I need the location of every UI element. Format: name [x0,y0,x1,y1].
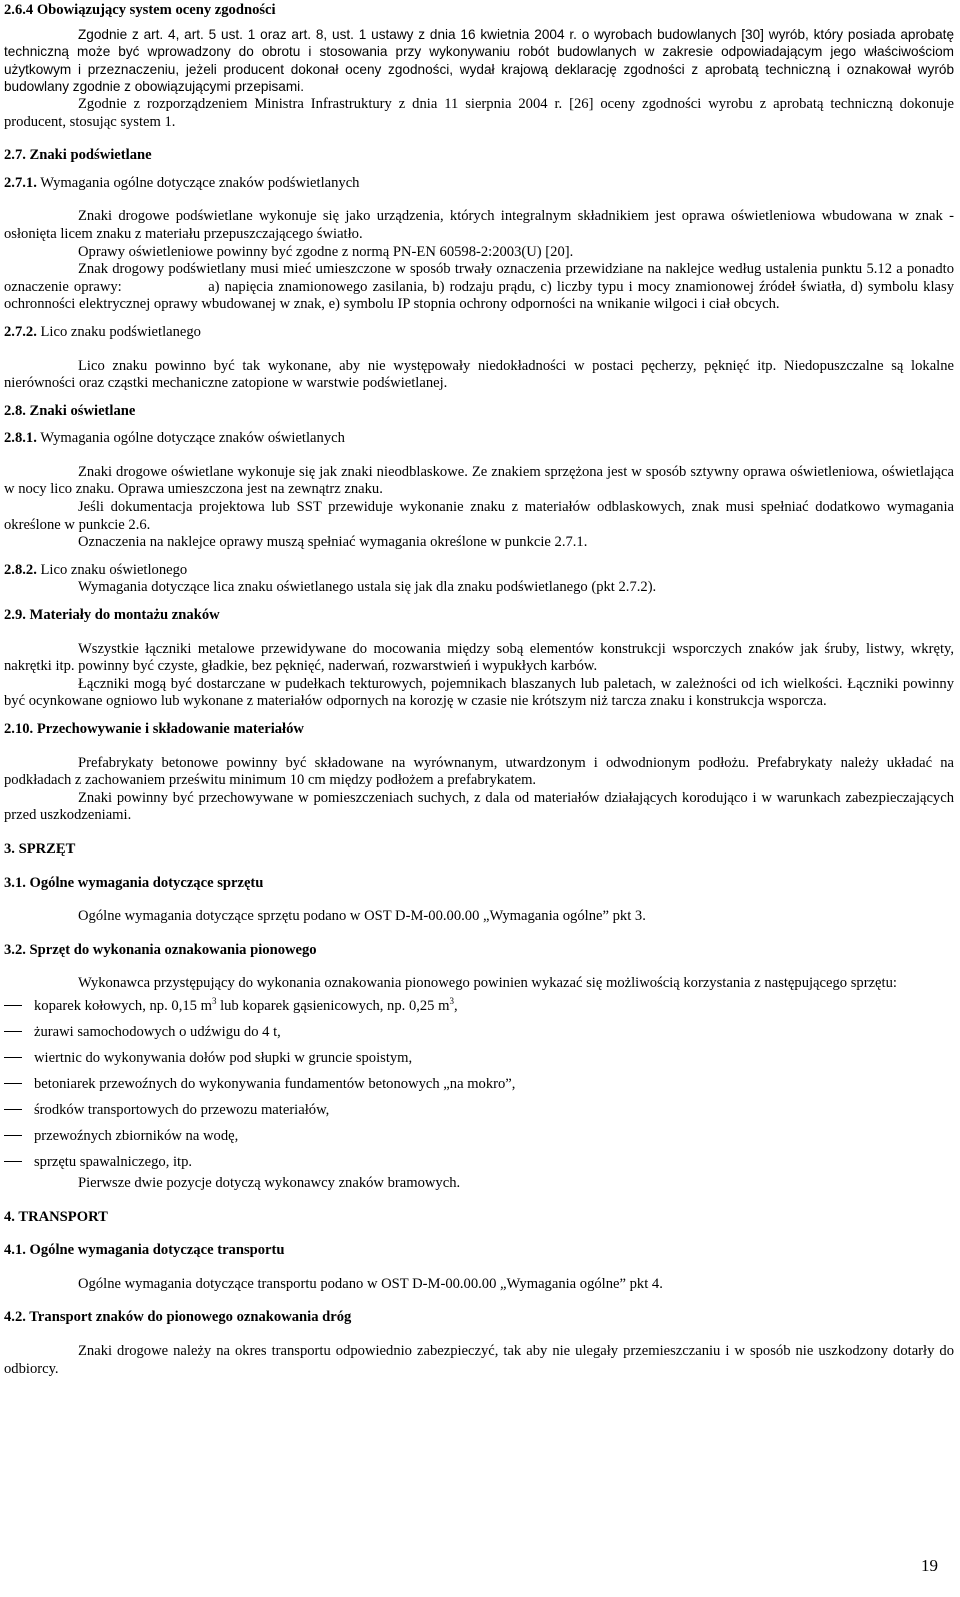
subheading-2-8-1-title: Wymagania ogólne dotyczące znaków oświetlanych [36,430,345,447]
heading-2-8: 2.8. Znaki oświetlane [4,402,136,419]
paragraph-2-6-4-compliance: Zgodnie z art. 4, art. 5 ust. 1 oraz art. 8, ust. 1 ustawy z dnia 16 kwietnia 2004 r. o wyrobach budowlanych [30] wyrób, który posiada aprobatę techniczną może być wprowadzony do obrotu i stosowania przy wykonywaniu robót budowlanych w zakresie odpowiadającym jego właściwościom użytkowym i przeznaczeniu, jeżeli producent dokonał oceny zgodności, wydał krajową deklarację zgodności z aprobatą techniczną i oznakował wyrób budowlany zgodnie z obowiązującymi przepisami. [4,26,954,95]
dash-bullet-icon [4,1031,22,1032]
list-item: wiertnic do wykonywania dołów pod słupki w gruncie spoistym, [4,1045,954,1071]
paragraph-2-9-b: Łączniki mogą być dostarczane w pudełkach tekturowych, pojemnikach blaszanych lub paletach, w zależności od ich wielkości. Łączniki powinny być ocynkowane ogniowo lub wykonane z materiałów odpornych na korozję w czasie nie krótszym niż tarcza znaku i konstrukcja wsporcza. [4,675,954,710]
paragraph-3-1: Ogólne wymagania dotyczące sprzętu podano w OST D-M-00.00.00 „Wymagania ogólne” pkt 3. [78,908,646,925]
list-item: przewoźnych zbiorników na wodę, [4,1123,954,1149]
subheading-2-8-1-number: 2.8.1. [4,430,37,447]
dash-bullet-icon [4,1109,22,1110]
subheading-2-8-2-title: Lico znaku oświetlonego [36,561,188,578]
paragraph-2-6-4-regulation: Zgodnie z rozporządzeniem Ministra Infrastruktury z dnia 11 sierpnia 2004 r. [26] oceny zgodności wyrobu z aprobatą techniczną dokonuje producent, stosując system 1. [4,95,954,130]
paragraph-2-7-1-a: Znaki drogowe podświetlane wykonuje się jako urządzenia, których integralnym składnikiem jest oprawa oświetleniowa wbudowana w znak - osłonięta licem znaku z materiału przepuszczającego światło. [4,208,954,242]
paragraph-2-7-2: Lico znaku powinno być tak wykonane, aby nie występowały niedokładności w postaci pęcherzy, pęknięć itp. Niedopuszczalne są lokalne nierówności oraz cząstki mechaniczne zatopione w warstwie podświetlanej. [4,357,954,392]
paragraph-4-2: Znaki drogowe należy na okres transportu odpowiednio zabezpieczyć, tak aby nie ulegały przemieszczaniu i w sposób nie uszkodzony dotarły do odbiorcy. [4,1342,954,1377]
document-page [4,0,958,1378]
heading-4: 4. TRANSPORT [4,1208,108,1225]
paragraph-2-10-a: Prefabrykaty betonowe powinny być składowane na wyrównanym, utwardzonym i odwodnionym podłożu. Prefabrykaty należy układać na podkładach z zachowaniem prześwitu minimum 10 cm między podłożem a prefabrykatem. [4,754,954,789]
list-item: koparek kołowych, np. 0,15 $m^3$ lub koparek gąsienicowych, np. 0,25 $m^3$, [4,993,954,1019]
subheading-2-7-1 [4,175,954,193]
subheading-2-7-2-title: Lico znaku podświetlanego [36,323,201,340]
heading-2-6-4: 2.6.4 Obowiązujący system oceny zgodności [4,2,276,18]
heading-3: 3. SPRZĘT [4,840,76,857]
heading-2-9: 2.9. Materiały do montażu znaków [4,607,220,624]
subheading-2-8-2 [4,562,954,580]
subheading-2-7-1-number: 2.7.1. [4,174,37,191]
paragraph-2-8-1-a: Znaki drogowe oświetlane wykonuje się jak znaki nieodblaskowe. Ze znakiem sprzężona jest w sposób sztywny oprawa oświetleniowa, oświetlająca w nocy lico znaku. Oprawa umieszczona jest na zewnątrz znaku. [4,463,954,498]
paragraph-4-1: Ogólne wymagania dotyczące transportu podano w OST D-M-00.00.00 „Wymagania ogólne” pkt 4. [78,1275,663,1292]
paragraph-2-8-1-c: Oznaczenia na naklejce oprawy muszą spełniać wymagania określone w punkcie 2.7.1. [78,534,588,551]
heading-4-2: 4.2. Transport znaków do pionowego oznakowania dróg [4,1309,352,1326]
paragraph-2-7-1-c: Znak drogowy podświetlany musi mieć umieszczone w sposób trwały oznaczenia przewidziane na naklejce według ustalenia punktu 5.12 a ponadto oznaczenie oprawy: a) napięcia znamionowego zasilania, b) rodzaju prądu, c) liczby typu i mocy znamionowej źródeł światła, d) symbolu klasy ochronności elektrycznej oprawy wbudowanej w znak, e) symbolu IP stopnia ochrony odporności na wnikanie wilgoci i ciał obcych. [4,261,958,313]
subheading-2-7-1-title: Wymagania ogólne dotyczące znaków podświetlanych [36,174,360,191]
paragraph-2-10-b: Znaki powinny być przechowywane w pomieszczeniach suchych, z dala od materiałów działających korodująco i w warunkach zabezpieczających przed uszkodzeniami. [4,789,954,824]
paragraph-2-8-2: Wymagania dotyczące lica znaku oświetlanego ustala się jak dla znaku podświetlanego (pkt 2.7.2). [78,579,657,596]
paragraph-2-8-1-b: Jeśli dokumentacja projektowa lub SST przewiduje wykonanie znaku z materiałów odblaskowych, znak musi spełniać dodatkowo wymagania określone w punkcie 2.6. [4,499,954,533]
list-item: sprzętu spawalniczego, itp. [4,1149,954,1175]
dash-bullet-icon [4,1057,22,1058]
heading-2-10: 2.10. Przechowywanie i składowanie materiałów [4,721,304,737]
equipment-list [4,993,954,1175]
list-item: środków transportowych do przewozu materiałów, [4,1097,954,1123]
dash-bullet-icon [4,1083,22,1084]
list-item: żurawi samochodowych o udźwigu do 4 t, [4,1019,954,1045]
paragraph-2-9-a: Wszystkie łączniki metalowe przewidywane do mocowania między sobą elementów konstrukcji wsporczych znaków jak śruby, listwy, wkręty, nakrętki itp. powinny być czyste, gładkie, bez pęknięć, naderwań, rozwarstwień i wypukłych karbów. [4,640,954,675]
page-number: 19 [921,1556,938,1575]
heading-3-2: 3.2. Sprzęt do wykonania oznakowania pionowego [4,941,317,958]
list-item: betoniarek przewoźnych do wykonywania fundamentów betonowych „na mokro”, [4,1071,954,1097]
subheading-2-7-2 [4,324,954,342]
heading-3-1: 3.1. Ogólne wymagania dotyczące sprzętu [4,874,264,891]
paragraph-2-7-1-b: Oprawy oświetleniowe powinny być zgodne z normą PN-EN 60598-2:2003(U) [20]. [78,243,574,260]
paragraph-3-2-note: Pierwsze dwie pozycje dotyczą wykonawcy znaków bramowych. [78,1174,461,1191]
subheading-2-8-1 [4,430,954,448]
subheading-2-8-2-number: 2.8.2. [4,561,37,578]
dash-bullet-icon [4,1135,22,1136]
paragraph-3-2: Wykonawca przystępujący do wykonania oznakowania pionowego powinien wykazać się możliwością korzystania z następującego sprzętu: [78,975,897,992]
dash-bullet-icon [4,1005,22,1006]
dash-bullet-icon [4,1161,22,1162]
subheading-2-7-2-number: 2.7.2. [4,323,37,340]
heading-4-1: 4.1. Ogólne wymagania dotyczące transportu [4,1242,285,1259]
heading-2-7: 2.7. Znaki podświetlane [4,147,152,164]
